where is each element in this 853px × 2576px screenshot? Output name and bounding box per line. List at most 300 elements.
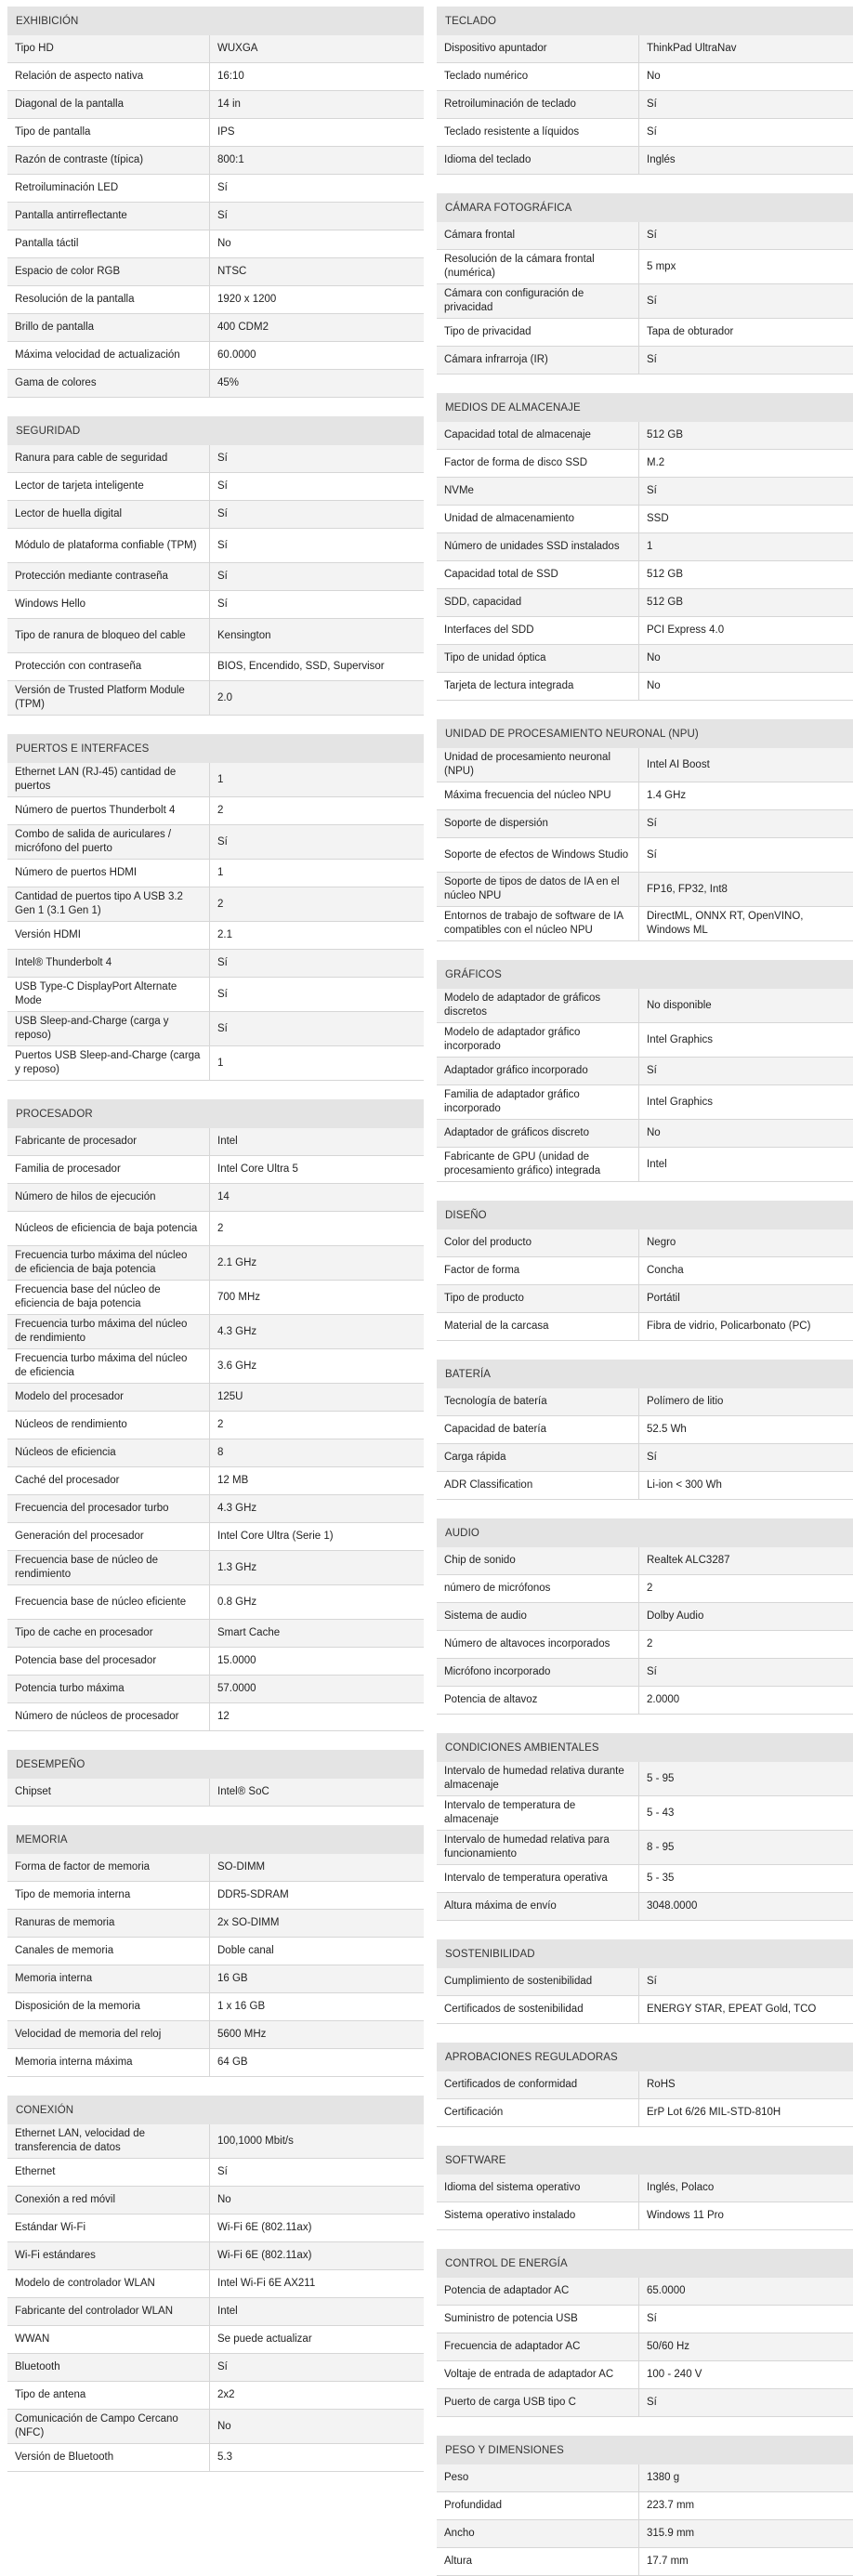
spec-value: 5 mpx [647, 260, 676, 272]
spec-row [7, 63, 424, 91]
section-header: DISEÑO [437, 1201, 853, 1229]
spec-value: Sí [647, 818, 657, 829]
spec-row [437, 838, 853, 873]
spec-row [437, 2492, 853, 2520]
spec-table [7, 1854, 424, 2077]
spec-label: Tipo de antena [7, 2382, 210, 2409]
spec-value: Sí [217, 988, 228, 1000]
spec-value: Dolby Audio [647, 1610, 704, 1622]
spec-value: Inglés, Polaco [647, 2182, 715, 2193]
spec-section-peso-y-dimensiones [437, 2436, 853, 2576]
spec-value: No [217, 238, 231, 249]
spec-value: 64 GB [217, 2057, 248, 2068]
section-header: APROBACIONES REGULADORAS [437, 2043, 853, 2071]
spec-row [7, 563, 424, 591]
spec-value: 2 [647, 1583, 653, 1594]
spec-value: Negro [647, 1237, 676, 1248]
section-header: BATERÍA [437, 1360, 853, 1388]
spec-label: Cantidad de puertos tipo A USB 3.2 Gen 1 (3.1 Gen 1) [7, 887, 210, 921]
spec-value: 5 - 95 [647, 1772, 675, 1784]
spec-value: 5.3 [217, 2451, 232, 2463]
spec-section-medios-de-almacenaje [437, 393, 853, 701]
spec-section-exhibicion [7, 7, 424, 398]
spec-row [437, 2278, 853, 2306]
spec-value: Sí [217, 2361, 228, 2372]
spec-row [437, 2333, 853, 2361]
spec-label: Soporte de dispersión [437, 810, 639, 837]
spec-value: DDR5-SDRAM [217, 1889, 289, 1900]
spec-row [437, 645, 853, 673]
spec-label: Núcleos de rendimiento [7, 1412, 210, 1439]
spec-label: Capacidad total de SSD [437, 561, 639, 588]
spec-label: Tipo de pantalla [7, 119, 210, 146]
spec-label: Suministro de potencia USB [437, 2306, 639, 2333]
spec-label: Profundidad [437, 2492, 639, 2519]
section-header: CONEXIÓN [7, 2096, 424, 2124]
spec-value: Sí [217, 539, 228, 551]
spec-value: BIOS, Encendido, SSD, Supervisor [217, 661, 385, 672]
spec-value: Intel Wi-Fi 6E AX211 [217, 2278, 316, 2289]
spec-value: 5 - 35 [647, 1873, 675, 1884]
spec-value: 60.0000 [217, 349, 256, 361]
spec-row [437, 1968, 853, 1996]
spec-value: Realtek ALC3287 [647, 1555, 730, 1566]
spec-value: 1.4 GHz [647, 790, 687, 801]
spec-value: 2.1 [217, 929, 232, 940]
spec-section-teclado [437, 7, 853, 175]
spec-value: 512 GB [647, 429, 683, 440]
spec-row [7, 1993, 424, 2021]
spec-row [7, 2410, 424, 2444]
spec-label: Cámara frontal [437, 222, 639, 249]
spec-value: Sí [647, 230, 657, 241]
spec-row [437, 748, 853, 782]
spec-label: Peso [437, 2464, 639, 2491]
spec-row [437, 1687, 853, 1715]
spec-table [7, 763, 424, 1081]
spec-table [437, 1229, 853, 1341]
spec-row [7, 1910, 424, 1938]
spec-label: Voltaje de entrada de adaptador AC [437, 2361, 639, 2388]
spec-row [437, 422, 853, 450]
spec-label: Puerto de carga USB tipo C [437, 2389, 639, 2416]
spec-label: Frecuencia base de núcleo de rendimiento [7, 1551, 210, 1584]
spec-value: 45% [217, 377, 240, 388]
spec-row [437, 1996, 853, 2024]
spec-value: 4.3 GHz [217, 1325, 257, 1337]
spec-row [437, 1865, 853, 1893]
spec-section-diseno [437, 1201, 853, 1341]
spec-value: Sí [217, 835, 228, 848]
spec-value: Sí [647, 1976, 657, 1987]
spec-row [437, 1388, 853, 1416]
spec-value: 2 [647, 1638, 653, 1649]
spec-row [7, 2049, 424, 2077]
spec-table [437, 1547, 853, 1715]
spec-value: 8 - 95 [647, 1841, 675, 1853]
section-header: PROCESADOR [7, 1099, 424, 1128]
spec-row [437, 873, 853, 907]
spec-section-seguridad [7, 416, 424, 716]
spec-row [437, 1313, 853, 1341]
spec-row [7, 1882, 424, 1910]
spec-value: No [647, 1127, 661, 1138]
spec-table [437, 1762, 853, 1921]
spec-section-graficos [437, 960, 853, 1182]
spec-row [437, 2464, 853, 2492]
spec-label: Canales de memoria [7, 1938, 210, 1965]
spec-row [437, 673, 853, 701]
spec-value: 17.7 mm [647, 2556, 689, 2567]
spec-value: 57.0000 [217, 1683, 256, 1694]
spec-table [437, 2071, 853, 2127]
spec-label: Tipo de producto [437, 1285, 639, 1312]
spec-table [437, 1968, 853, 2024]
spec-value: Sí [647, 2313, 657, 2324]
spec-label: USB Type-C DisplayPort Alternate Mode [7, 978, 210, 1011]
spec-row [7, 2021, 424, 2049]
spec-value: 14 [217, 1191, 230, 1203]
spec-label: Gama de colores [7, 370, 210, 397]
spec-row [7, 1156, 424, 1184]
spec-value: Concha [647, 1265, 684, 1276]
spec-row [7, 1854, 424, 1882]
spec-value: 2 [217, 1222, 224, 1234]
spec-value: Intel AI Boost [647, 758, 710, 770]
spec-label: Frecuencia base del núcleo de eficiencia de baja potencia [7, 1281, 210, 1314]
spec-row [7, 1281, 424, 1315]
spec-row [437, 450, 853, 478]
spec-value: 3048.0000 [647, 1900, 698, 1912]
spec-row [7, 950, 424, 978]
spec-section-control-de-energia [437, 2249, 853, 2417]
spec-row [437, 1631, 853, 1659]
spec-row [7, 35, 424, 63]
spec-value: Intel Graphics [647, 1033, 713, 1045]
spec-row [437, 2202, 853, 2230]
spec-label: Unidad de procesamiento neuronal (NPU) [437, 748, 639, 782]
spec-row [437, 1085, 853, 1120]
spec-row [437, 533, 853, 561]
spec-value: FP16, FP32, Int8 [647, 883, 728, 895]
spec-row [7, 2298, 424, 2326]
spec-row [7, 1495, 424, 1523]
spec-label: Velocidad de memoria del reloj [7, 2021, 210, 2048]
spec-table [437, 989, 853, 1182]
spec-value: Sí [647, 485, 657, 496]
spec-label: Memoria interna máxima [7, 2049, 210, 2076]
spec-value: 1 [217, 867, 224, 878]
right-column [437, 7, 853, 2576]
spec-label: Tipo de memoria interna [7, 1882, 210, 1909]
spec-section-desempeno [7, 1750, 424, 1807]
spec-label: Chip de sonido [437, 1547, 639, 1574]
spec-label: Teclado resistente a líquidos [437, 119, 639, 146]
spec-table [7, 445, 424, 716]
spec-row [7, 1676, 424, 1703]
spec-value: 2x2 [217, 2389, 235, 2400]
spec-label: Capacidad total de almacenaje [437, 422, 639, 449]
spec-row [7, 2215, 424, 2242]
spec-label: Número de hilos de ejecución [7, 1184, 210, 1211]
spec-row [7, 230, 424, 258]
spec-label: Certificados de sostenibilidad [437, 1996, 639, 2023]
spec-value: Sí [647, 848, 657, 861]
spec-label: Dispositivo apuntador [437, 35, 639, 62]
spec-row [7, 1523, 424, 1551]
spec-value: Sí [647, 99, 657, 110]
spec-label: Fabricante de GPU (unidad de procesamiento gráfico) integrada [437, 1148, 639, 1181]
spec-value: 15.0000 [217, 1655, 256, 1666]
spec-label: Protección con contraseña [7, 653, 210, 680]
spec-label: Intervalo de humedad relativa durante almacenaje [437, 1762, 639, 1795]
spec-label: Material de la carcasa [437, 1313, 639, 1340]
spec-row [7, 147, 424, 175]
spec-section-memoria [7, 1825, 424, 2077]
spec-row [437, 1058, 853, 1085]
spec-row [437, 119, 853, 147]
spec-label: Número de altavoces incorporados [437, 1631, 639, 1658]
spec-row [437, 222, 853, 250]
spec-label: Frecuencia turbo máxima del núcleo de rendimiento [7, 1315, 210, 1348]
spec-value: 1 [217, 773, 224, 785]
spec-value: DirectML, ONNX RT, OpenVINO, Windows ML [647, 911, 804, 936]
spec-row [7, 591, 424, 619]
section-header: CÁMARA FOTOGRÁFICA [437, 193, 853, 222]
spec-label: Frecuencia del procesador turbo [7, 1495, 210, 1522]
spec-label: Disposición de la memoria [7, 1993, 210, 2020]
spec-value: No [217, 2420, 231, 2432]
spec-value: 3.6 GHz [217, 1360, 257, 1372]
spec-label: NVMe [437, 478, 639, 505]
spec-label: Razón de contraste (típica) [7, 147, 210, 174]
spec-label: Versión HDMI [7, 922, 210, 949]
spec-value: 2 [217, 898, 224, 910]
spec-value: 1 [217, 1057, 224, 1069]
spec-label: Entornos de trabajo de software de IA compatibles con el núcleo NPU [437, 907, 639, 940]
spec-value: M.2 [647, 457, 665, 468]
spec-row [7, 922, 424, 950]
spec-row [7, 501, 424, 529]
spec-label: Cámara infrarroja (IR) [437, 347, 639, 374]
spec-row [7, 203, 424, 230]
spec-row [7, 2187, 424, 2215]
spec-value: Sí [217, 480, 228, 492]
spec-value: Doble canal [217, 1945, 274, 1956]
spec-label: Bluetooth [7, 2354, 210, 2381]
spec-row [437, 1893, 853, 1921]
spec-label: Familia de procesador [7, 1156, 210, 1183]
spec-label: Factor de forma [437, 1257, 639, 1284]
spec-row [7, 119, 424, 147]
spec-value: Intel Graphics [647, 1096, 713, 1108]
spec-section-camara-fotografica [437, 193, 853, 375]
spec-value: Intel [217, 1136, 238, 1147]
spec-value: Sí [647, 1452, 657, 1463]
spec-value: ErP Lot 6/26 MIL-STD-810H [647, 2107, 781, 2118]
spec-label: Versión de Bluetooth [7, 2444, 210, 2471]
spec-value: 800:1 [217, 154, 244, 165]
spec-label: Módulo de plataforma confiable (TPM) [7, 529, 210, 562]
spec-label: Adaptador de gráficos discreto [437, 1120, 639, 1147]
spec-row [437, 2306, 853, 2333]
spec-row [7, 1620, 424, 1648]
spec-value: 65.0000 [647, 2285, 686, 2296]
spec-row [437, 810, 853, 838]
spec-label: Estándar Wi-Fi [7, 2215, 210, 2241]
spec-table [7, 2124, 424, 2472]
spec-label: Pantalla antirreflectante [7, 203, 210, 230]
spec-value: PCI Express 4.0 [647, 624, 725, 636]
spec-row [7, 1246, 424, 1281]
spec-value: Sí [217, 957, 228, 968]
spec-row [7, 473, 424, 501]
section-header: CONTROL DE ENERGÍA [437, 2249, 853, 2278]
spec-label: Carga rápida [437, 1444, 639, 1471]
spec-table [437, 2175, 853, 2230]
spec-row [7, 1012, 424, 1046]
spec-label: Modelo de adaptador gráfico incorporado [437, 1023, 639, 1057]
spec-row [437, 319, 853, 347]
spec-value: Wi-Fi 6E (802.11ax) [217, 2250, 312, 2261]
spec-label: Teclado numérico [437, 63, 639, 90]
spec-value: 2.0 [217, 691, 232, 703]
spec-table [437, 2278, 853, 2417]
spec-label: Tipo HD [7, 35, 210, 62]
spec-row [437, 782, 853, 810]
spec-value: Intel [647, 1158, 667, 1170]
spec-value: 315.9 mm [647, 2528, 695, 2539]
spec-label: Ethernet [7, 2159, 210, 2186]
spec-row [7, 175, 424, 203]
spec-label: Potencia base del procesador [7, 1648, 210, 1675]
spec-value: 12 MB [217, 1475, 249, 1486]
spec-label: Capacidad de batería [437, 1416, 639, 1443]
spec-label: Núcleos de eficiencia [7, 1439, 210, 1466]
spec-row [7, 1384, 424, 1412]
spec-value: 2 [217, 805, 224, 816]
spec-label: Frecuencia base de núcleo eficiente [7, 1585, 210, 1619]
spec-row [7, 2444, 424, 2472]
spec-value: No [647, 680, 661, 691]
spec-label: Protección mediante contraseña [7, 563, 210, 590]
spec-row [437, 506, 853, 533]
spec-label: Factor de forma de disco SSD [437, 450, 639, 477]
spec-row [7, 1439, 424, 1467]
spec-value: Li-ion < 300 Wh [647, 1479, 722, 1491]
spec-row [437, 1472, 853, 1500]
spec-label: Ranuras de memoria [7, 1910, 210, 1937]
spec-row [437, 2389, 853, 2417]
spec-value: Smart Cache [217, 1627, 281, 1638]
spec-label: Máxima frecuencia del núcleo NPU [437, 782, 639, 809]
spec-label: Espacio de color RGB [7, 258, 210, 285]
spec-section-bateria [437, 1360, 853, 1500]
spec-value: 1.3 GHz [217, 1561, 257, 1573]
spec-label: Ancho [437, 2520, 639, 2547]
spec-label: Tipo de unidad óptica [437, 645, 639, 672]
spec-value: Sí [647, 295, 657, 307]
spec-row [7, 258, 424, 286]
spec-value: 8 [217, 1447, 224, 1458]
spec-value: 125U [217, 1391, 243, 1402]
spec-label: Certificados de conformidad [437, 2071, 639, 2098]
spec-row [7, 763, 424, 797]
spec-row [437, 1148, 853, 1182]
spec-value: Sí [217, 210, 228, 221]
spec-table [7, 35, 424, 398]
spec-value: Portátil [647, 1293, 680, 1304]
spec-row [437, 91, 853, 119]
spec-label: Adaptador gráfico incorporado [437, 1058, 639, 1084]
spec-label: Frecuencia de adaptador AC [437, 2333, 639, 2360]
spec-label: Número de núcleos de procesador [7, 1703, 210, 1730]
spec-label: Tarjeta de lectura integrada [437, 673, 639, 700]
spec-row [437, 1796, 853, 1831]
spec-value: Intel® SoC [217, 1786, 269, 1797]
spec-section-aprobaciones-reguladoras [437, 2043, 853, 2127]
spec-row [437, 347, 853, 375]
spec-value: Sí [647, 2397, 657, 2408]
spec-table [7, 1128, 424, 1731]
spec-row [7, 978, 424, 1012]
spec-value: 0.8 GHz [217, 1596, 257, 1608]
spec-label: Número de unidades SSD instalados [437, 533, 639, 560]
spec-row [437, 2175, 853, 2202]
spec-section-procesador [7, 1099, 424, 1731]
spec-label: Tipo de ranura de bloqueo del cable [7, 619, 210, 652]
section-header: UNIDAD DE PROCESAMIENTO NEURONAL (NPU) [437, 719, 853, 748]
spec-label: Caché del procesador [7, 1467, 210, 1494]
spec-value: Intel [217, 2306, 238, 2317]
spec-row [437, 2071, 853, 2099]
spec-value: No [647, 71, 661, 82]
spec-value: 512 GB [647, 597, 683, 608]
spec-row [437, 1659, 853, 1687]
spec-row [7, 2159, 424, 2187]
spec-value: 50/60 Hz [647, 2341, 690, 2352]
spec-label: Retroiluminación de teclado [437, 91, 639, 118]
spec-label: Frecuencia turbo máxima del núcleo de eficiencia [7, 1349, 210, 1383]
spec-value: ENERGY STAR, EPEAT Gold, TCO [647, 2004, 817, 2015]
spec-value: SSD [647, 513, 669, 524]
spec-row [437, 589, 853, 617]
spec-label: Generación del procesador [7, 1523, 210, 1550]
spec-label: Intel® Thunderbolt 4 [7, 950, 210, 977]
spec-label: Comunicación de Campo Cercano (NFC) [7, 2410, 210, 2443]
spec-row [7, 887, 424, 922]
spec-label: Frecuencia turbo máxima del núcleo de eficiencia de baja potencia [7, 1246, 210, 1280]
spec-label: Ethernet LAN (RJ-45) cantidad de puertos [7, 763, 210, 796]
spec-value: Tapa de obturador [647, 326, 734, 337]
spec-label: Retroiluminación LED [7, 175, 210, 202]
spec-row [7, 2242, 424, 2270]
spec-section-unidad-de-procesamiento-neuronal-npu [437, 719, 853, 941]
spec-label: Soporte de tipos de datos de IA en el núcleo NPU [437, 873, 639, 906]
spec-label: Conexión a red móvil [7, 2187, 210, 2214]
section-header: MEDIOS DE ALMACENAJE [437, 393, 853, 422]
spec-value: 2.0000 [647, 1694, 680, 1705]
section-header: PESO Y DIMENSIONES [437, 2436, 853, 2464]
spec-label: Modelo de adaptador de gráficos discretos [437, 989, 639, 1022]
spec-row [437, 907, 853, 941]
spec-value: 512 GB [647, 569, 683, 580]
spec-label: Número de puertos Thunderbolt 4 [7, 797, 210, 824]
spec-label: Núcleos de eficiencia de baja potencia [7, 1212, 210, 1245]
spec-row [7, 1315, 424, 1349]
spec-value: Windows 11 Pro [647, 2210, 724, 2221]
section-header: GRÁFICOS [437, 960, 853, 989]
